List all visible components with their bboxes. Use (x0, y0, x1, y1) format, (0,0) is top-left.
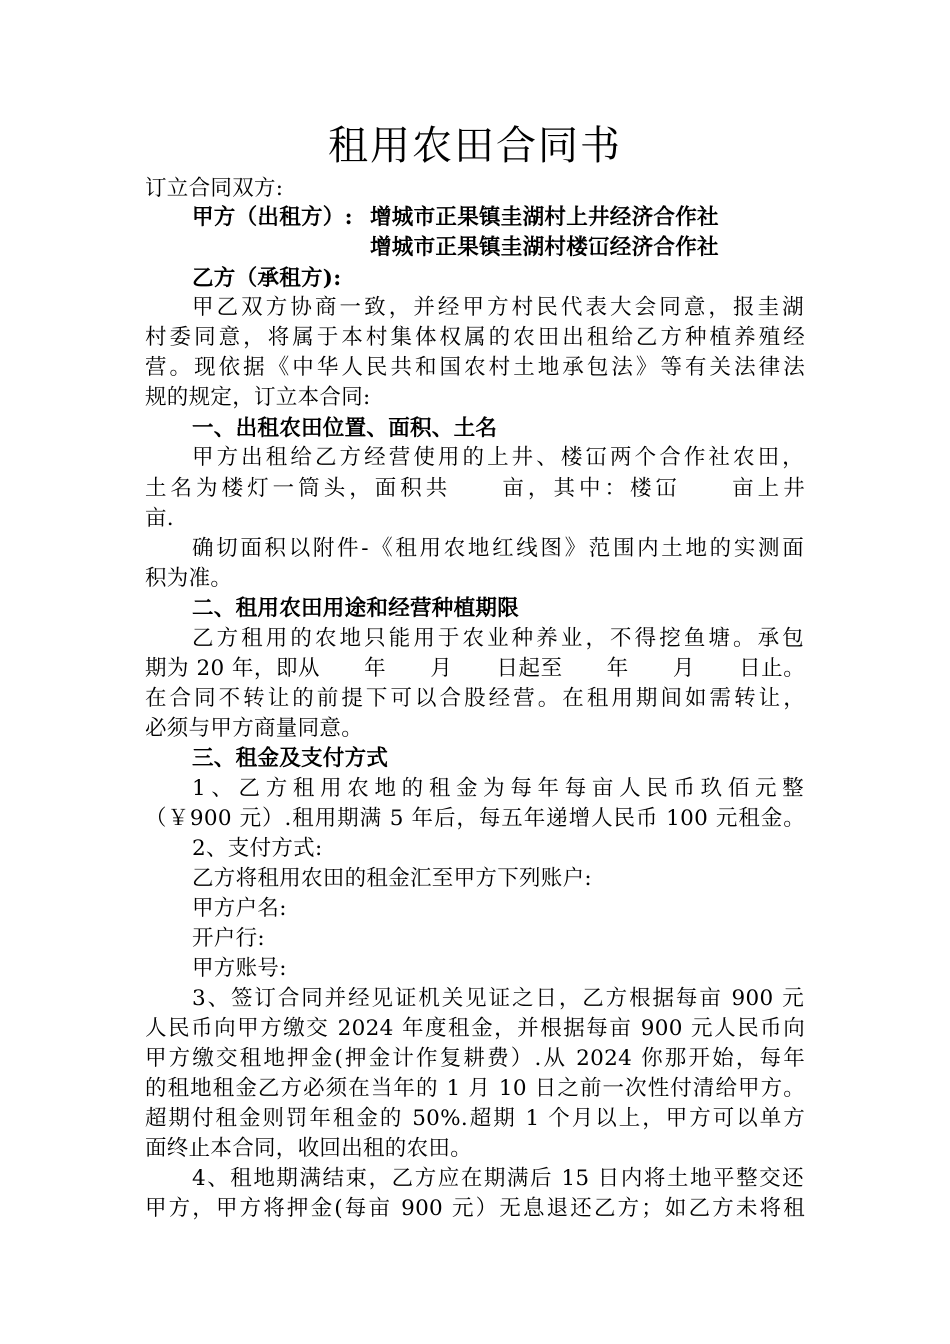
section-1-line: 亩. (145, 506, 174, 531)
section-1-heading: 一、出租农田位置、面积、土名 (192, 416, 498, 441)
section-2-line: 期为 20 年，即从 年 月 日起至 年 月 日止。 (145, 656, 805, 681)
section-2-line: 必须与甲方商量同意。 (145, 716, 364, 741)
section-2-line: 在合同不转让的前提下可以合股经营。在租用期间如需转让， (145, 686, 805, 711)
section-1-line: 土名为楼灯一筒头，面积共 亩，其中：楼冚 亩上井 (145, 476, 805, 501)
section-3-item-4: 甲方，甲方将押金(每亩 900 元）无息退还乙方；如乙方未将租 (145, 1196, 805, 1221)
party-a-name-2: 增城市正果镇圭湖村楼冚经济合作社 (370, 235, 719, 260)
section-3-heading: 三、租金及支付方式 (192, 746, 389, 771)
section-3-item-3: 面终止本合同，收回出租的农田。 (145, 1136, 473, 1161)
intro-line: 订立合同双方: (145, 176, 284, 201)
document-title: 租用农田合同书 (328, 123, 622, 169)
section-3-item-3: 3、签订合同并经见证机关见证之日，乙方根据每亩 900 元 (192, 986, 804, 1011)
section-2-line: 乙方租用的农地只能用于农业种养业，不得挖鱼塘。承包 (192, 626, 804, 651)
section-3-item-3: 甲方缴交租地押金(押金计作复耕费）.从 2024 你那开始，每年 (145, 1046, 805, 1071)
preamble-line: 村委同意，将属于本村集体权属的农田出租给乙方种植养殖经 (145, 325, 805, 350)
section-3-item-3: 超期付租金则罚年租金的 50%.超期 1 个月以上，甲方可以单方 (145, 1106, 805, 1131)
section-2-heading: 二、租用农田用途和经营种植期限 (192, 596, 520, 621)
account-name-field: 甲方户名: (192, 896, 287, 921)
section-1-line: 甲方出租给乙方经营使用的上井、楼冚两个合作社农田， (192, 445, 804, 470)
section-1-note: 确切面积以附件-《租用农地红线图》范围内土地的实测面 (192, 536, 804, 561)
section-3-item-3: 人民币向甲方缴交 2024 年度租金，并根据每亩 900 元人民币向 (145, 1016, 805, 1041)
section-3-item-3: 的租地租金乙方必须在当年的 1 月 10 日之前一次性付清给甲方。 (145, 1076, 805, 1101)
preamble-line: 规的规定，订立本合同: (145, 385, 371, 410)
section-3-item-4: 4、租地期满结束，乙方应在期满后 15 日内将土地平整交还 (192, 1166, 804, 1191)
section-3-item-2-title: 2、支付方式: (192, 836, 323, 861)
section-3-item-1: （￥900 元）.租用期满 5 年后，每五年递增人民币 100 元租金。 (145, 806, 805, 831)
party-b-label: 乙方（承租方): (192, 266, 342, 291)
section-3-item-1: 1、乙方租用农地的租金为每年每亩人民币玖佰元整 (192, 776, 804, 801)
preamble-line: 甲乙双方协商一致，并经甲方村民代表大会同意，报圭湖 (192, 295, 804, 320)
bank-field: 开户行: (192, 926, 265, 951)
account-number-field: 甲方账号: (192, 956, 287, 981)
payment-account-line: 乙方将租用农田的租金汇至甲方下列账户: (192, 866, 592, 891)
party-a-name-1: 增城市正果镇圭湖村上井经济合作社 (370, 205, 719, 230)
section-1-note: 积为准。 (145, 566, 233, 591)
party-a-label: 甲方（出租方）: (192, 205, 353, 230)
preamble-line: 营。现依据《中华人民共和国农村土地承包法》等有关法律法 (145, 355, 805, 380)
